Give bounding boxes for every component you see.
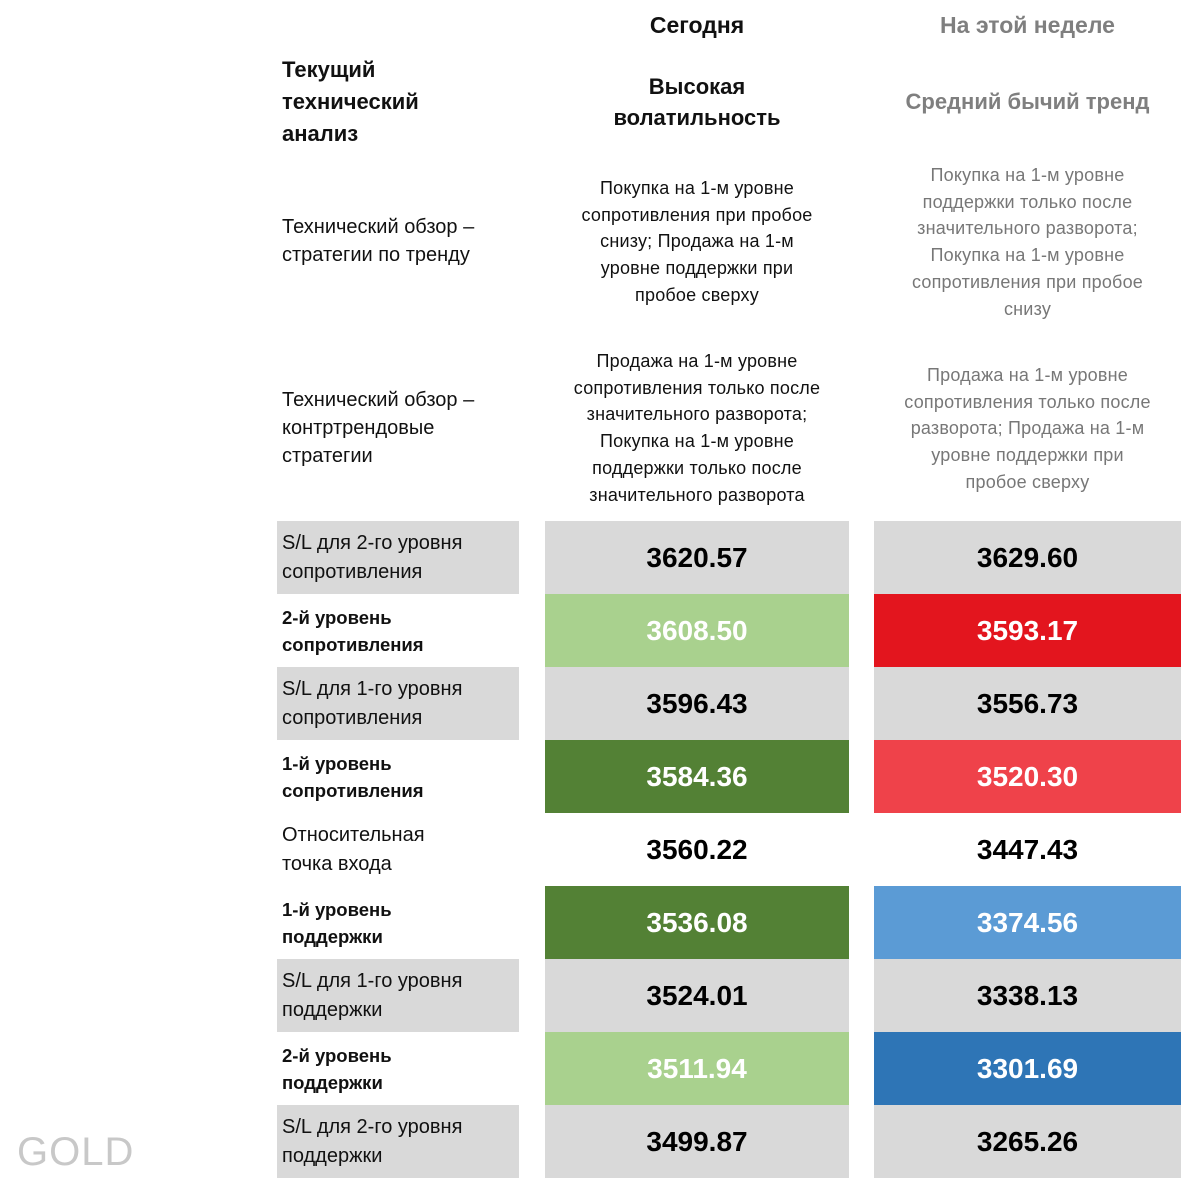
level-value-today: 3560.22 <box>545 813 849 886</box>
trend-strategies-label: Технический обзор – стратегии по тренду <box>282 216 475 266</box>
level-label: S/L для 1-го уровня поддержки <box>277 959 519 1032</box>
level-value-today: 3536.08 <box>545 886 849 959</box>
level-value-today: 3511.94 <box>545 1032 849 1105</box>
level-label: S/L для 2-го уровня сопротивления <box>277 521 519 594</box>
analysis-today: Высокая волатильность <box>613 74 781 130</box>
level-label: S/L для 1-го уровня сопротивления <box>277 667 519 740</box>
trend-strategies-today: Покупка на 1-м уровне сопротивления при пробое снизу; Продажа на 1-м уровне поддержки при пробое сверху <box>581 178 813 305</box>
level-label: 1-й уровень поддержки <box>282 898 392 947</box>
level-value-week: 3520.30 <box>874 740 1181 813</box>
level-value-week: 3556.73 <box>874 667 1181 740</box>
level-label: S/L для 2-го уровня поддержки <box>277 1105 519 1178</box>
level-value-week: 3301.69 <box>874 1032 1181 1105</box>
counter-trend-strategies-today: Продажа на 1-м уровне сопротивления только после значительного разворота; Покупка на 1-м уровне поддержки только после значительного разворота <box>573 351 821 505</box>
analysis-week: Средний бычий тренд <box>905 89 1150 114</box>
counter-trend-strategies-week: Продажа на 1-м уровне сопротивления только после разворота; Продажа на 1-м уровне поддержки при пробое сверху <box>904 365 1151 492</box>
header-this-week: На этой неделе <box>940 12 1115 38</box>
level-label: 2-й уровень поддержки <box>282 1044 392 1093</box>
level-value-today: 3524.01 <box>545 959 849 1032</box>
trend-strategies-week: Покупка на 1-м уровне поддержки только после значительного разворота; Покупка на 1-м уровне сопротивления при пробое снизу <box>911 165 1143 319</box>
level-value-today: 3620.57 <box>545 521 849 594</box>
level-label: Относительная точка входа <box>282 823 425 875</box>
level-label: 2-й уровень сопротивления <box>282 606 424 655</box>
level-value-week: 3338.13 <box>874 959 1181 1032</box>
level-value-today: 3608.50 <box>545 594 849 667</box>
asset-watermark: GOLD <box>17 1130 135 1174</box>
level-value-today: 3584.36 <box>545 740 849 813</box>
level-value-week: 3447.43 <box>874 813 1181 886</box>
header-today: Сегодня <box>649 12 745 38</box>
counter-trend-strategies-label: Технический обзор – контртрендовые стратегии <box>282 389 475 467</box>
level-value-week: 3374.56 <box>874 886 1181 959</box>
level-value-week: 3593.17 <box>874 594 1181 667</box>
level-value-today: 3596.43 <box>545 667 849 740</box>
level-value-today: 3499.87 <box>545 1105 849 1178</box>
current-analysis-label: Текущий технический анализ <box>282 57 419 146</box>
level-value-week: 3265.26 <box>874 1105 1181 1178</box>
level-label: 1-й уровень сопротивления <box>282 752 424 801</box>
level-value-week: 3629.60 <box>874 521 1181 594</box>
